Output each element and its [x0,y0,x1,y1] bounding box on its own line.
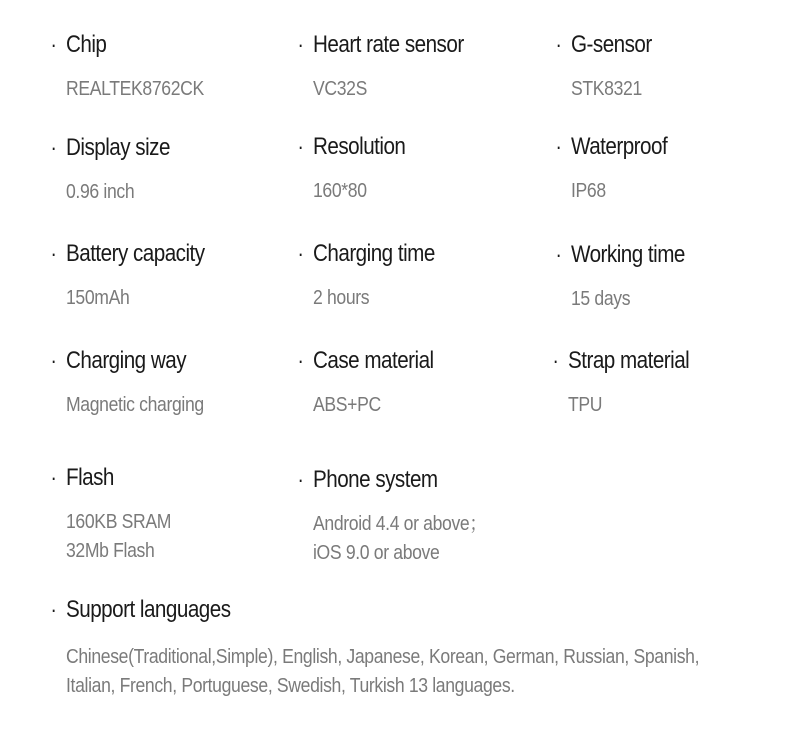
bullet-icon: · [297,32,304,57]
spec-value: VC32S [313,78,368,100]
spec-strap-material [552,347,709,420]
bullet-icon: · [50,241,57,266]
spec-support-languages [50,596,785,701]
spec-value: iOS 9.0 or above [313,542,440,564]
spec-value: STK8321 [571,78,642,100]
spec-value: 160KB SRAM [66,511,172,533]
spec-chip [50,31,223,104]
spec-charging-time [297,240,455,313]
spec-title: Case material [313,347,434,374]
spec-heart-rate-sensor [297,31,488,104]
spec-title: Heart rate sensor [313,31,464,58]
spec-value: Magnetic charging [66,394,204,416]
spec-battery-capacity [50,240,227,313]
bullet-icon: · [50,597,57,622]
bullet-icon: · [50,348,57,373]
spec-value: ABS+PC [313,394,381,416]
spec-title: Working time [571,241,685,268]
spec-title: Display size [66,134,170,161]
spec-value: 160*80 [313,180,367,202]
spec-value: 150mAh [66,287,130,309]
spec-title: Chip [66,31,107,58]
bullet-icon: · [297,241,304,266]
spec-title: Strap material [568,347,690,374]
spec-title: Support languages [66,596,231,623]
spec-title: Charging way [66,347,187,374]
bullet-icon: · [297,467,304,492]
spec-title: Battery capacity [66,240,205,267]
bullet-icon: · [50,32,57,57]
spec-value: REALTEK8762CK [66,78,204,100]
spec-case-material [297,347,453,420]
spec-title: Phone system [313,466,438,493]
spec-value: 0.96 inch [66,181,135,203]
spec-value: IP68 [571,180,606,202]
bullet-icon: · [555,134,562,159]
spec-value: 32Mb Flash [66,540,155,562]
bullet-icon: · [50,135,57,160]
spec-resolution [297,133,420,206]
spec-value: Italian, French, Portuguese, Swedish, Turkish 13 languages. [66,675,515,697]
spec-title: Charging time [313,240,435,267]
spec-phone-system [297,466,510,568]
spec-display-size [50,134,187,207]
spec-title: G-sensor [571,31,652,58]
spec-title: Resolution [313,133,406,160]
bullet-icon: · [552,348,559,373]
bullet-icon: · [297,348,304,373]
spec-title: Waterproof [571,133,668,160]
bullet-icon: · [555,32,562,57]
bullet-icon: · [50,465,57,490]
bullet-icon: · [555,242,562,267]
spec-g-sensor [555,31,665,104]
spec-value: Chinese(Traditional,Simple), English, Japanese, Korean, German, Russian, Spanish, [66,646,700,668]
spec-charging-way [50,347,223,420]
spec-value: 2 hours [313,287,370,309]
spec-value: TPU [568,394,603,416]
spec-value: Android 4.4 or above； [313,513,487,535]
bullet-icon: · [297,134,304,159]
spec-waterproof [555,133,683,206]
spec-title: Flash [66,464,114,491]
spec-working-time [555,241,703,314]
spec-flash [50,464,185,566]
spec-value: 15 days [571,288,631,310]
